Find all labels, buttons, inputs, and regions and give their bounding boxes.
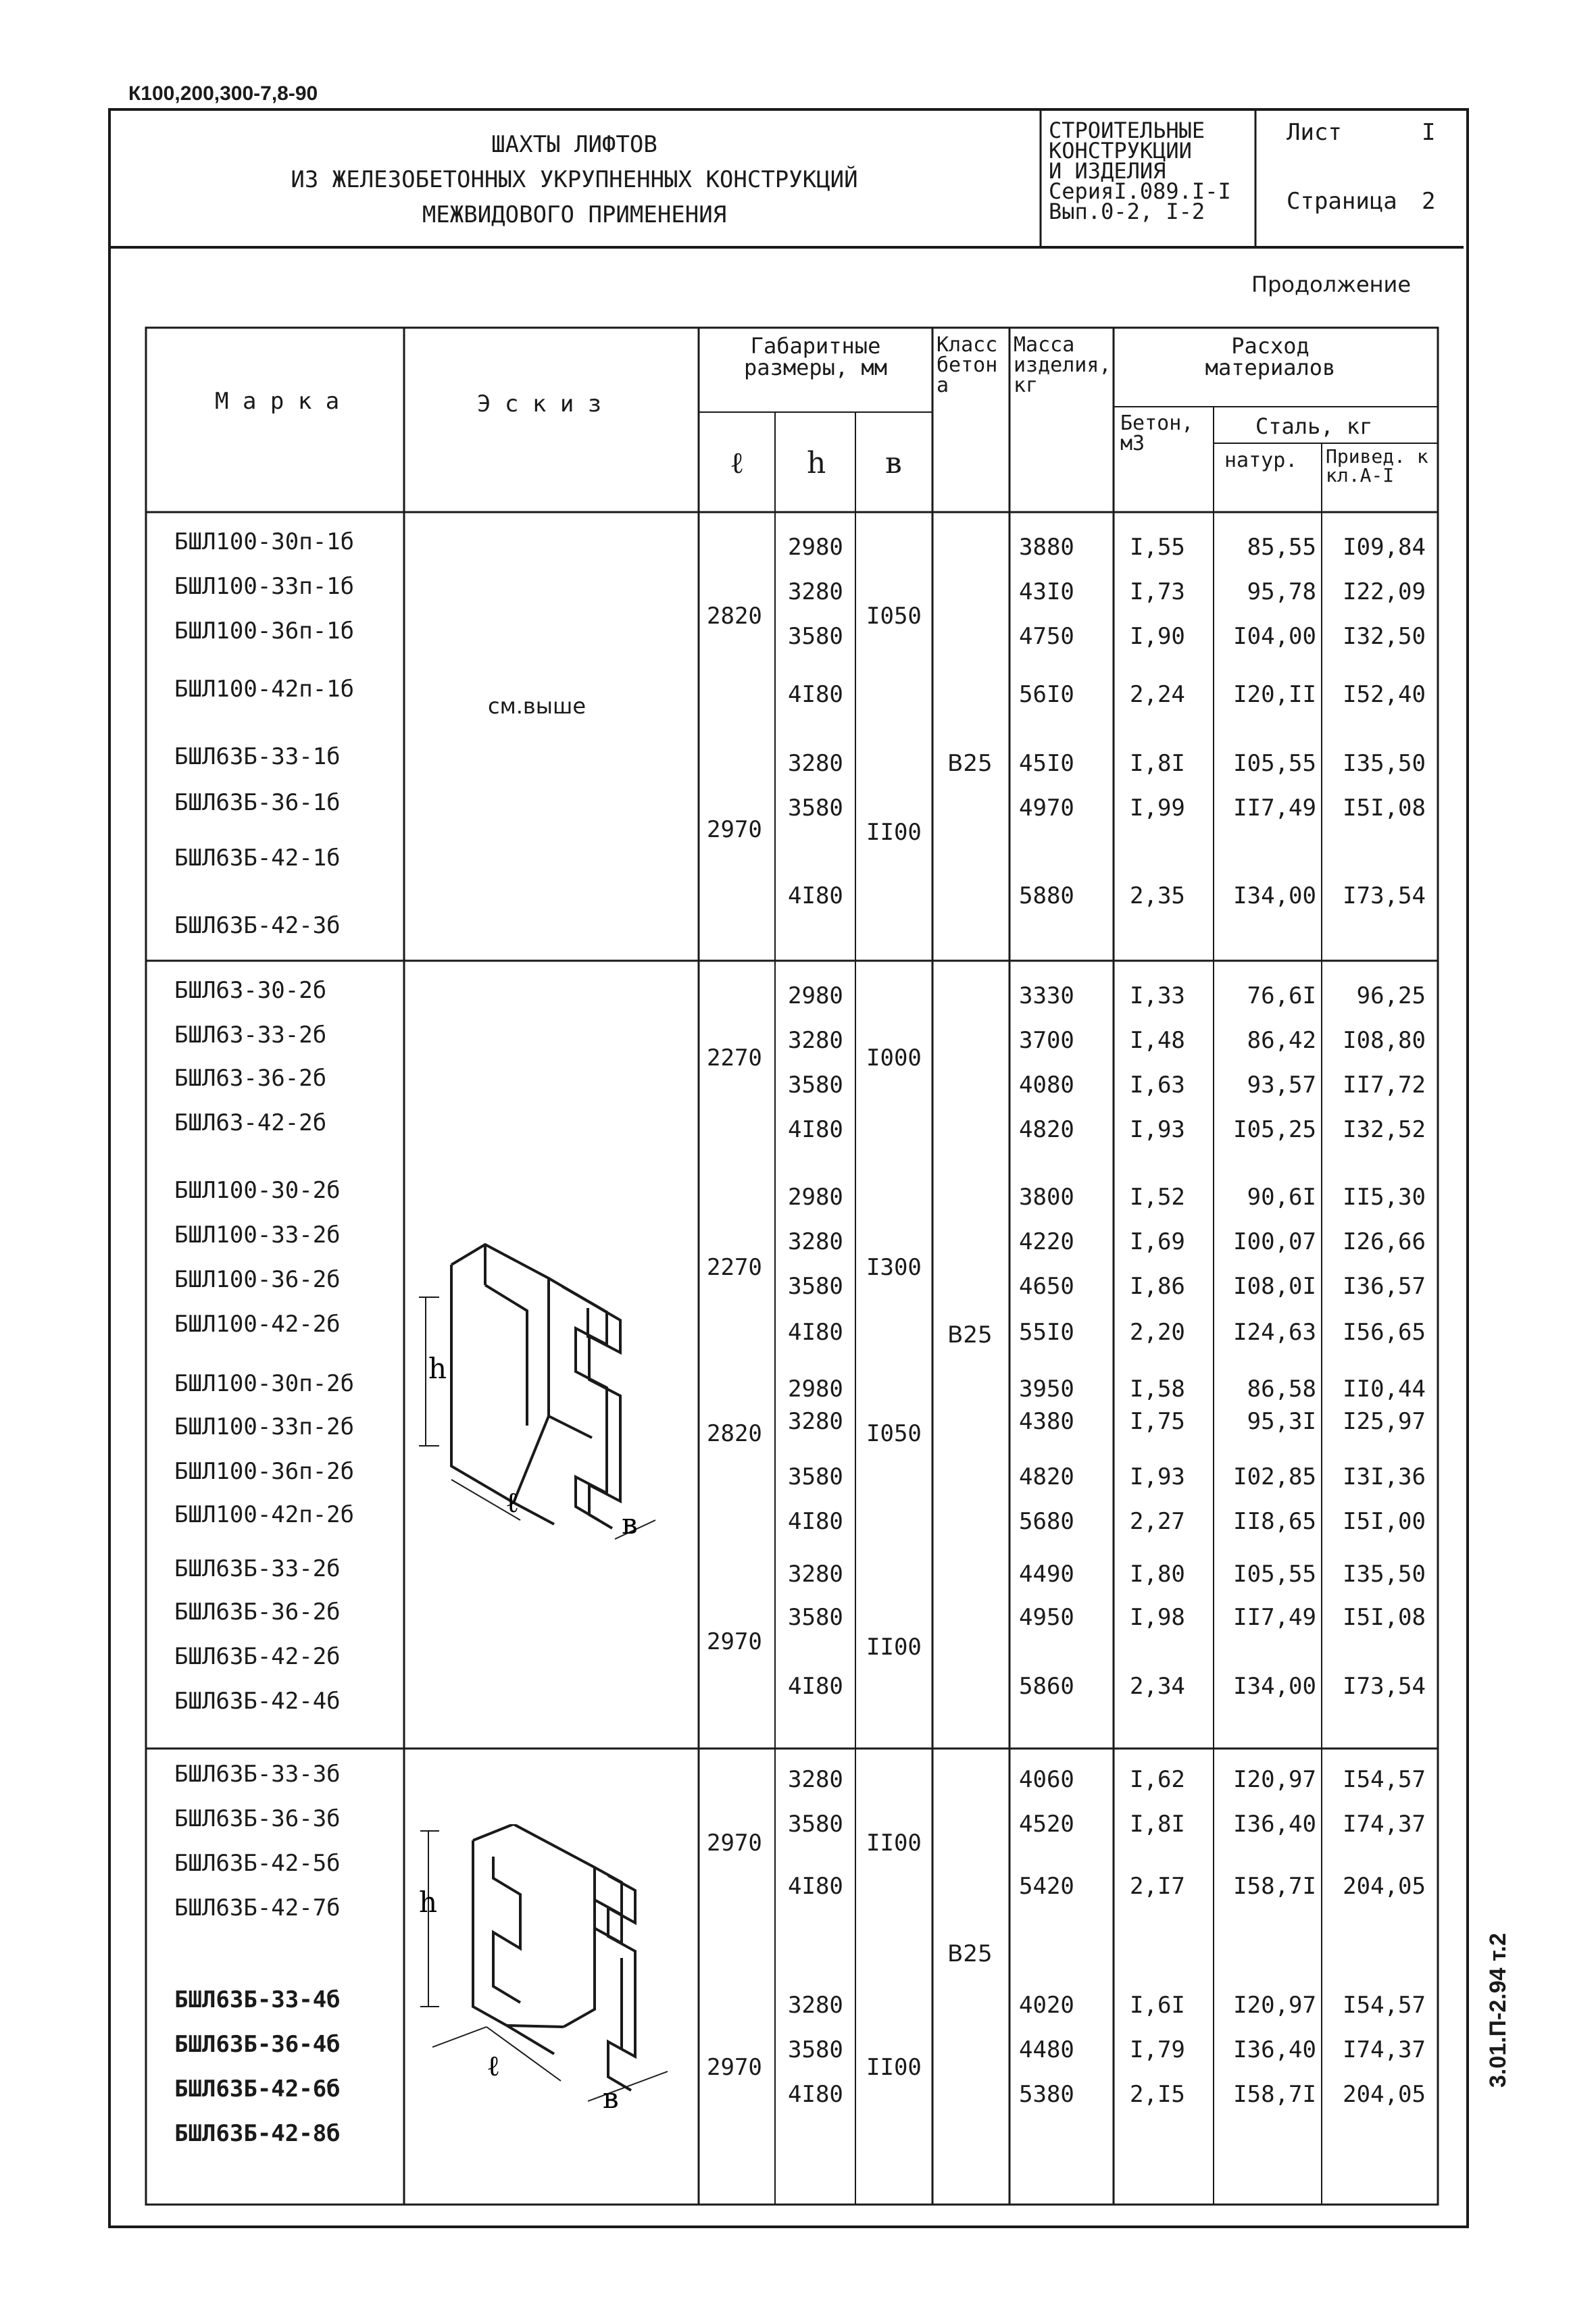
col-natural: натур. (1224, 449, 1298, 472)
concrete-volume: I,75 (1130, 1408, 1185, 1435)
dim-b: I300 (866, 1254, 922, 1281)
dim-h: 3280 (788, 1992, 843, 2019)
sketch-l-label: ℓ (505, 1486, 520, 1519)
steel-reduced: I73,54 (1343, 882, 1426, 909)
series-line-4: СерияI.089.I-I (1049, 178, 1231, 204)
dim-h: 3580 (788, 2036, 843, 2063)
sketch-h-label: h (419, 1886, 438, 1919)
steel-natural: I24,63 (1233, 1319, 1316, 1346)
steel-reduced: II7,72 (1343, 1072, 1426, 1099)
dim-b: II00 (866, 1830, 922, 1857)
concrete-volume: I,63 (1130, 1072, 1185, 1099)
steel-natural: I20,97 (1233, 1766, 1316, 1793)
concrete-volume: I,93 (1130, 1116, 1185, 1143)
page-label: Страница (1287, 188, 1397, 215)
steel-reduced: 204,05 (1343, 1873, 1426, 1900)
steel-natural: 85,55 (1247, 534, 1316, 561)
concrete-volume: I,58 (1130, 1376, 1185, 1403)
mark: БШЛ63Б-33-1б (174, 743, 341, 770)
steel-reduced: II0,44 (1343, 1376, 1426, 1403)
mass: 5860 (1019, 1673, 1074, 1700)
steel-reduced: 204,05 (1343, 2081, 1426, 2108)
steel-reduced: 96,25 (1356, 982, 1426, 1009)
mark: БШЛ100-36п-2б (174, 1458, 355, 1485)
dim-h: 3580 (788, 1273, 843, 1300)
mass: 3950 (1019, 1376, 1074, 1403)
steel-natural: 86,42 (1247, 1027, 1316, 1054)
steel-reduced: I35,50 (1343, 1561, 1426, 1588)
mass: 4490 (1019, 1561, 1074, 1588)
steel-natural: 95,3I (1247, 1408, 1316, 1435)
concrete-volume: I,55 (1130, 534, 1185, 561)
mark: БШЛ63Б-36-1б (174, 789, 341, 816)
dim-l: 2970 (707, 2054, 762, 2081)
concrete-volume: I,52 (1130, 1184, 1185, 1211)
steel-natural: I02,85 (1233, 1463, 1316, 1490)
title-line-2: ИЗ ЖЕЛЕЗОБЕТОННЫХ УКРУПНЕННЫХ КОНСТРУКЦИЙ (291, 166, 858, 193)
col-mass: Масса изделия, кг (1014, 333, 1112, 397)
dim-h: 3280 (788, 750, 843, 777)
steel-natural: I58,7I (1233, 2081, 1316, 2108)
steel-natural: I05,55 (1233, 750, 1316, 777)
steel-natural: I08,0I (1233, 1273, 1316, 1300)
steel-reduced: I52,40 (1343, 681, 1426, 708)
steel-natural: II7,49 (1233, 795, 1316, 822)
series-line-1: СТРОИТЕЛЬНЫЕ (1049, 118, 1205, 143)
series-block (1049, 120, 1251, 222)
steel-reduced: I56,65 (1343, 1319, 1426, 1346)
dim-h: 4I80 (788, 2081, 843, 2108)
dim-h: 3280 (788, 1408, 843, 1435)
concrete-class: В25 (947, 1322, 993, 1349)
steel-reduced: I73,54 (1343, 1673, 1426, 1700)
mark: БШЛ63Б-36-2б (174, 1599, 341, 1626)
mark: БШЛ63-30-2б (174, 977, 327, 1004)
mark: БШЛ63Б-42-7б (174, 1894, 341, 1921)
mark: БШЛ100-33-2б (174, 1222, 341, 1249)
mass: 45I0 (1019, 750, 1074, 777)
steel-reduced: I09,84 (1343, 534, 1426, 561)
mass: 4080 (1019, 1072, 1074, 1099)
mark: БШЛ63Б-42-4б (174, 1688, 341, 1715)
steel-natural: I36,40 (1233, 1811, 1316, 1838)
mass: 4380 (1019, 1408, 1074, 1435)
mark: БШЛ63Б-36-3б (174, 1805, 341, 1832)
concrete-volume: 2,I7 (1130, 1873, 1185, 1900)
steel-natural: II8,65 (1233, 1508, 1316, 1535)
concrete-volume: I,90 (1130, 623, 1185, 650)
steel-natural: 95,78 (1247, 578, 1316, 605)
concrete-class: В25 (947, 750, 993, 777)
steel-reduced: I54,57 (1343, 1992, 1426, 2019)
dim-h: 4I80 (788, 1319, 843, 1346)
dim-h: 4I80 (788, 1873, 843, 1900)
mark: БШЛ63-33-2б (174, 1022, 327, 1049)
steel-reduced: I54,57 (1343, 1766, 1426, 1793)
series-line-3: И ИЗДЕЛИЯ (1049, 158, 1166, 184)
mark: БШЛ100-42-2б (174, 1311, 341, 1338)
dim-h: 3280 (788, 1027, 843, 1054)
sketch-b-label: в (622, 1507, 638, 1540)
concrete-volume: I,86 (1130, 1273, 1185, 1300)
sheet-label: Лист (1287, 119, 1342, 146)
dim-h: 3580 (788, 1811, 843, 1838)
document-title (122, 127, 1027, 232)
document-code: К100,200,300-7,8-90 (128, 82, 318, 105)
title-line-3: МЕЖВИДОВОГО ПРИМЕНЕНИЯ (422, 201, 727, 228)
mass: 4950 (1019, 1604, 1074, 1631)
concrete-volume: I,99 (1130, 795, 1185, 822)
dim-b: II00 (866, 819, 922, 846)
dim-h: 2980 (788, 1184, 843, 1211)
concrete-volume: I,62 (1130, 1766, 1185, 1793)
dim-h: 2980 (788, 982, 843, 1009)
concrete-volume: 2,34 (1130, 1673, 1185, 1700)
mass: 4020 (1019, 1992, 1074, 2019)
mass: 4650 (1019, 1273, 1074, 1300)
mark: БШЛ63Б-33-2б (174, 1555, 341, 1582)
concrete-volume: I,93 (1130, 1463, 1185, 1490)
concrete-volume: I,98 (1130, 1604, 1185, 1631)
col-materials: Расход материалов (1205, 333, 1336, 380)
steel-reduced: I5I,08 (1343, 795, 1426, 822)
wall-panel-sketch-2 (419, 1824, 689, 2121)
mark: БШЛ63Б-36-4б (174, 2031, 341, 2058)
steel-reduced: I08,80 (1343, 1027, 1426, 1054)
dim-h: 3580 (788, 1463, 843, 1490)
mass: 5880 (1019, 882, 1074, 909)
mass: 3880 (1019, 534, 1074, 561)
concrete-volume: I,73 (1130, 578, 1185, 605)
steel-natural: II7,49 (1233, 1604, 1316, 1631)
dim-b: I000 (866, 1045, 922, 1072)
concrete-volume: I,6I (1130, 1992, 1185, 2019)
dim-h: 3580 (788, 1072, 843, 1099)
mass: 4480 (1019, 2036, 1074, 2063)
col-mark: М а р к а (215, 388, 340, 415)
concrete-volume: I,69 (1130, 1228, 1185, 1255)
concrete-volume: I,8I (1130, 1811, 1185, 1838)
concrete-volume: 2,I5 (1130, 2081, 1185, 2108)
mark: БШЛ100-42п-1б (174, 676, 355, 703)
steel-reduced: I32,50 (1343, 623, 1426, 650)
sheet-value: I (1422, 119, 1436, 146)
mass: 4060 (1019, 1766, 1074, 1793)
mass: 4820 (1019, 1463, 1074, 1490)
col-sketch: Э с к и з (477, 391, 602, 418)
mass: 5380 (1019, 2081, 1074, 2108)
dim-h: 3580 (788, 623, 843, 650)
mark: БШЛ63Б-42-6б (174, 2076, 341, 2103)
mark: БШЛ63-42-2б (174, 1109, 327, 1136)
steel-reduced: I74,37 (1343, 1811, 1426, 1838)
dim-h: 3280 (788, 578, 843, 605)
col-b: в (885, 446, 902, 480)
dim-b: II00 (866, 1634, 922, 1661)
dim-h: 3280 (788, 1561, 843, 1588)
steel-natural: I34,00 (1233, 1673, 1316, 1700)
concrete-volume: 2,20 (1130, 1319, 1185, 1346)
mark: БШЛ63Б-33-3б (174, 1761, 341, 1788)
page-value: 2 (1422, 188, 1436, 215)
steel-reduced: I32,52 (1343, 1116, 1426, 1143)
dim-h: 4I80 (788, 1673, 843, 1700)
dim-b: I050 (866, 1420, 922, 1447)
mass: 4220 (1019, 1228, 1074, 1255)
dim-h: 2980 (788, 1376, 843, 1403)
concrete-volume: 2,24 (1130, 681, 1185, 708)
steel-natural: 90,6I (1247, 1184, 1316, 1211)
dim-l: 2270 (707, 1045, 762, 1072)
steel-natural: 93,57 (1247, 1072, 1316, 1099)
steel-natural: I20,97 (1233, 1992, 1316, 2019)
steel-natural: I05,25 (1233, 1116, 1316, 1143)
sketch-h-label: h (428, 1352, 447, 1385)
concrete-volume: I,8I (1130, 750, 1185, 777)
col-h: h (807, 446, 826, 480)
concrete-volume: 2,35 (1130, 882, 1185, 909)
mass: 4970 (1019, 795, 1074, 822)
dim-h: 4I80 (788, 681, 843, 708)
concrete-volume: I,48 (1130, 1027, 1185, 1054)
wall-panel-sketch (419, 1243, 689, 1567)
series-line-5: Вып.0-2, I-2 (1049, 199, 1205, 224)
mark: БШЛ100-30п-1б (174, 528, 355, 555)
steel-reduced: I74,37 (1343, 2036, 1426, 2063)
mark: БШЛ63Б-33-4б (174, 1986, 341, 2013)
dim-h: 3580 (788, 1604, 843, 1631)
col-l: ℓ (730, 446, 745, 480)
mass: 55I0 (1019, 1319, 1074, 1346)
concrete-volume: I,33 (1130, 982, 1185, 1009)
series-line-2: КОНСТРУКЦИИ (1049, 138, 1192, 164)
mass: 56I0 (1019, 681, 1074, 708)
steel-reduced: I26,66 (1343, 1228, 1426, 1255)
col-steel: Сталь, кг (1255, 413, 1373, 439)
steel-natural: 86,58 (1247, 1376, 1316, 1403)
steel-reduced: I3I,36 (1343, 1463, 1426, 1490)
mass: 5680 (1019, 1508, 1074, 1535)
dim-l: 2970 (707, 1628, 762, 1655)
sketch-b-label: в (603, 2082, 619, 2115)
dim-b: II00 (866, 2054, 922, 2081)
concrete-volume: 2,27 (1130, 1508, 1185, 1535)
dim-l: 2820 (707, 1420, 762, 1447)
sketch-l-label: ℓ (487, 2049, 501, 2082)
mark: БШЛ63Б-42-5б (174, 1850, 341, 1877)
steel-natural: I00,07 (1233, 1228, 1316, 1255)
dim-l: 2970 (707, 816, 762, 843)
steel-reduced: I35,50 (1343, 750, 1426, 777)
dim-h: 3580 (788, 795, 843, 822)
mark: БШЛ100-33п-1б (174, 573, 355, 600)
mark: БШЛ100-30п-2б (174, 1370, 355, 1397)
steel-reduced: I36,57 (1343, 1273, 1426, 1300)
steel-natural: I05,55 (1233, 1561, 1316, 1588)
side-document-code: 3.01.П-2.94 т.2 (1485, 1932, 1511, 2088)
steel-reduced: I5I,00 (1343, 1508, 1426, 1535)
dim-l: 2270 (707, 1254, 762, 1281)
mark: БШЛ63Б-42-8б (174, 2120, 341, 2147)
steel-reduced: I25,97 (1343, 1408, 1426, 1435)
dim-h: 4I80 (788, 1116, 843, 1143)
concrete-volume: I,79 (1130, 2036, 1185, 2063)
title-line-1: ШАХТЫ ЛИФТОВ (491, 131, 657, 158)
steel-natural: I20,II (1233, 681, 1316, 708)
mass: 4520 (1019, 1811, 1074, 1838)
dim-h: 2980 (788, 534, 843, 561)
mark: БШЛ100-36-2б (174, 1266, 341, 1293)
mark: БШЛ63-36-2б (174, 1065, 327, 1092)
col-concrete-class: Класс бетона (937, 333, 998, 397)
concrete-class: В25 (947, 1940, 993, 1967)
concrete-volume: I,80 (1130, 1561, 1185, 1588)
mark: БШЛ100-33п-2б (174, 1413, 355, 1440)
mass: 4820 (1019, 1116, 1074, 1143)
sketch-note: см.выше (488, 693, 586, 719)
mass: 3800 (1019, 1184, 1074, 1211)
mass: 3700 (1019, 1027, 1074, 1054)
steel-reduced: I22,09 (1343, 578, 1426, 605)
steel-natural: I04,00 (1233, 623, 1316, 650)
mass: 43I0 (1019, 578, 1074, 605)
steel-reduced: II5,30 (1343, 1184, 1426, 1211)
mark: БШЛ100-36п-1б (174, 618, 355, 645)
dim-l: 2970 (707, 1830, 762, 1857)
col-concrete: Бетон, м3 (1120, 411, 1194, 455)
dim-h: 3280 (788, 1766, 843, 1793)
steel-natural: I34,00 (1233, 882, 1316, 909)
steel-natural: I58,7I (1233, 1873, 1316, 1900)
col-dims: Габаритные размеры, мм (744, 333, 887, 380)
mark: БШЛ63Б-42-1б (174, 845, 341, 872)
dim-b: I050 (866, 603, 922, 630)
mark: БШЛ63Б-42-3б (174, 912, 341, 939)
steel-natural: 76,6I (1247, 982, 1316, 1009)
dim-h: 3280 (788, 1228, 843, 1255)
mass: 3330 (1019, 982, 1074, 1009)
dim-h: 4I80 (788, 882, 843, 909)
dim-h: 4I80 (788, 1508, 843, 1535)
mark: БШЛ63Б-42-2б (174, 1643, 341, 1670)
mark: БШЛ100-42п-2б (174, 1501, 355, 1528)
dim-l: 2820 (707, 603, 762, 630)
steel-natural: I36,40 (1233, 2036, 1316, 2063)
col-reduced: Привед. к кл.А-I (1326, 445, 1428, 486)
mass: 4750 (1019, 623, 1074, 650)
mass: 5420 (1019, 1873, 1074, 1900)
steel-reduced: I5I,08 (1343, 1604, 1426, 1631)
mark: БШЛ100-30-2б (174, 1177, 341, 1204)
continuation-label: Продолжение (1251, 272, 1412, 297)
